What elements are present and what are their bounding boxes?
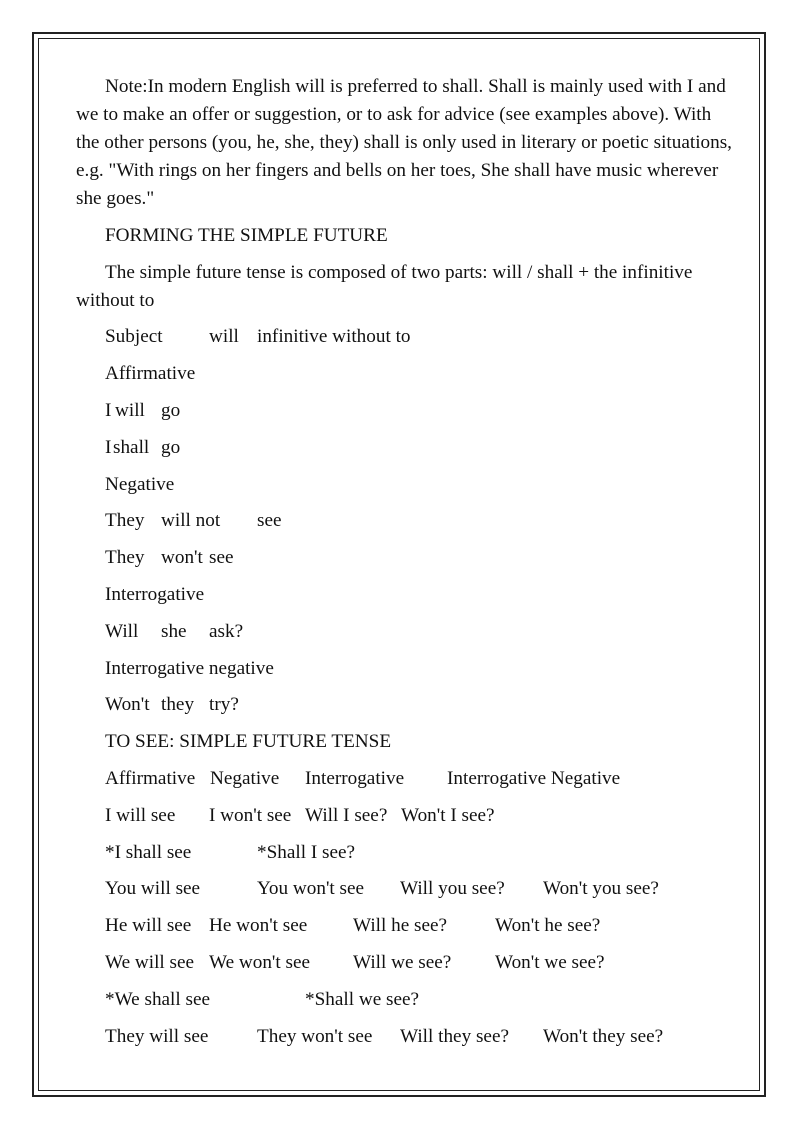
conjugation-row bbox=[76, 986, 736, 1014]
interrogative-cell: Will you see? bbox=[400, 878, 505, 900]
affirmative-cell: He will see bbox=[105, 915, 192, 937]
interrogative-cell: *Shall I see? bbox=[257, 841, 356, 863]
example-auxiliary: will not bbox=[161, 510, 221, 532]
interrogative-negative-cell: Won't you see? bbox=[543, 878, 659, 900]
negative-example-1 bbox=[76, 507, 736, 535]
to-see-heading: TO SEE: SIMPLE FUTURE TENSE bbox=[105, 731, 392, 753]
example-auxiliary: will bbox=[115, 399, 145, 421]
affirmative-cell: *I shall see bbox=[105, 841, 192, 863]
column-header-negative: Negative bbox=[210, 767, 280, 789]
interrogative-cell: *Shall we see? bbox=[305, 988, 420, 1010]
conjugation-row bbox=[76, 949, 736, 977]
note-paragraph: Note:In modern English will is preferred to shall. Shall is mainly used with I and we to make an offer or suggestion, or to ask for advice (see examples above). With the other persons (you, he, she, they) shall is only used in literary or poetic situations, e.g. "With rings on her fingers and bells on her toes, She shall have music wherever she goes." bbox=[76, 76, 732, 209]
affirmative-cell: *We shall see bbox=[105, 988, 211, 1010]
interrogative-negative-cell: Won't we see? bbox=[495, 951, 605, 973]
negative-label: Negative bbox=[105, 473, 175, 495]
column-header-affirmative: Affirmative bbox=[105, 767, 196, 789]
example-auxiliary: Will bbox=[105, 620, 139, 642]
conjugation-row bbox=[76, 802, 736, 830]
example-auxiliary: won't bbox=[161, 547, 203, 569]
example-verb: try? bbox=[209, 694, 239, 716]
affirmative-cell: They will see bbox=[105, 1025, 209, 1047]
example-subject: they bbox=[161, 694, 195, 716]
interrogative-negative-label-row bbox=[76, 655, 736, 683]
interrogative-negative-example-1 bbox=[76, 691, 736, 719]
example-auxiliary: shall bbox=[113, 436, 150, 458]
interrogative-cell: Will we see? bbox=[353, 951, 452, 973]
negative-example-2 bbox=[76, 544, 736, 572]
example-subject: They bbox=[105, 547, 145, 569]
example-verb: see bbox=[209, 547, 234, 569]
interrogative-negative-cell: Won't I see? bbox=[401, 804, 495, 826]
negative-cell: They won't see bbox=[257, 1025, 373, 1047]
example-verb: see bbox=[257, 510, 282, 532]
column-header-interrogative-negative: Interrogative Negative bbox=[447, 767, 621, 789]
interrogative-cell: Will I see? bbox=[305, 804, 388, 826]
structure-row bbox=[76, 323, 736, 351]
forming-paragraph: The simple future tense is composed of two parts: will / shall + the infinitive without to bbox=[76, 261, 693, 311]
interrogative-negative-cell: Won't he see? bbox=[495, 915, 601, 937]
affirmative-example-2 bbox=[76, 434, 736, 462]
example-verb: go bbox=[161, 399, 181, 421]
interrogative-cell: Will he see? bbox=[353, 915, 448, 937]
affirmative-label-row bbox=[76, 360, 736, 388]
affirmative-example-1 bbox=[76, 397, 736, 425]
affirmative-cell: We will see bbox=[105, 951, 195, 973]
negative-label-row bbox=[76, 471, 736, 499]
example-subject: They bbox=[105, 510, 145, 532]
example-subject: I bbox=[105, 399, 112, 421]
negative-cell: He won't see bbox=[209, 915, 308, 937]
example-subject: I bbox=[105, 436, 112, 458]
interrogative-negative-label: Interrogative negative bbox=[105, 657, 274, 679]
conjugation-header-row bbox=[76, 765, 736, 793]
negative-cell: We won't see bbox=[209, 951, 311, 973]
interrogative-example-1 bbox=[76, 618, 736, 646]
column-header-interrogative: Interrogative bbox=[305, 767, 405, 789]
forming-heading: FORMING THE SIMPLE FUTURE bbox=[105, 224, 388, 246]
document-body bbox=[76, 73, 736, 1059]
negative-cell: You won't see bbox=[257, 878, 365, 900]
interrogative-label-row bbox=[76, 581, 736, 609]
conjugation-row bbox=[76, 1023, 736, 1051]
example-verb: go bbox=[161, 436, 181, 458]
interrogative-label: Interrogative bbox=[105, 583, 205, 605]
example-auxiliary: Won't bbox=[105, 694, 150, 716]
structure-subject: Subject bbox=[105, 326, 163, 348]
affirmative-label: Affirmative bbox=[105, 363, 196, 385]
interrogative-cell: Will they see? bbox=[400, 1025, 509, 1047]
example-verb: ask? bbox=[209, 620, 244, 642]
to-see-heading-row bbox=[76, 728, 736, 756]
interrogative-negative-cell: Won't they see? bbox=[543, 1025, 664, 1047]
conjugation-row bbox=[76, 875, 736, 903]
example-subject: she bbox=[161, 620, 187, 642]
structure-will: will bbox=[209, 326, 239, 348]
conjugation-row bbox=[76, 912, 736, 940]
structure-infinitive: infinitive without to bbox=[257, 326, 411, 348]
affirmative-cell: You will see bbox=[105, 878, 201, 900]
conjugation-row bbox=[76, 839, 736, 867]
negative-cell: I won't see bbox=[209, 804, 292, 826]
affirmative-cell: I will see bbox=[105, 804, 176, 826]
